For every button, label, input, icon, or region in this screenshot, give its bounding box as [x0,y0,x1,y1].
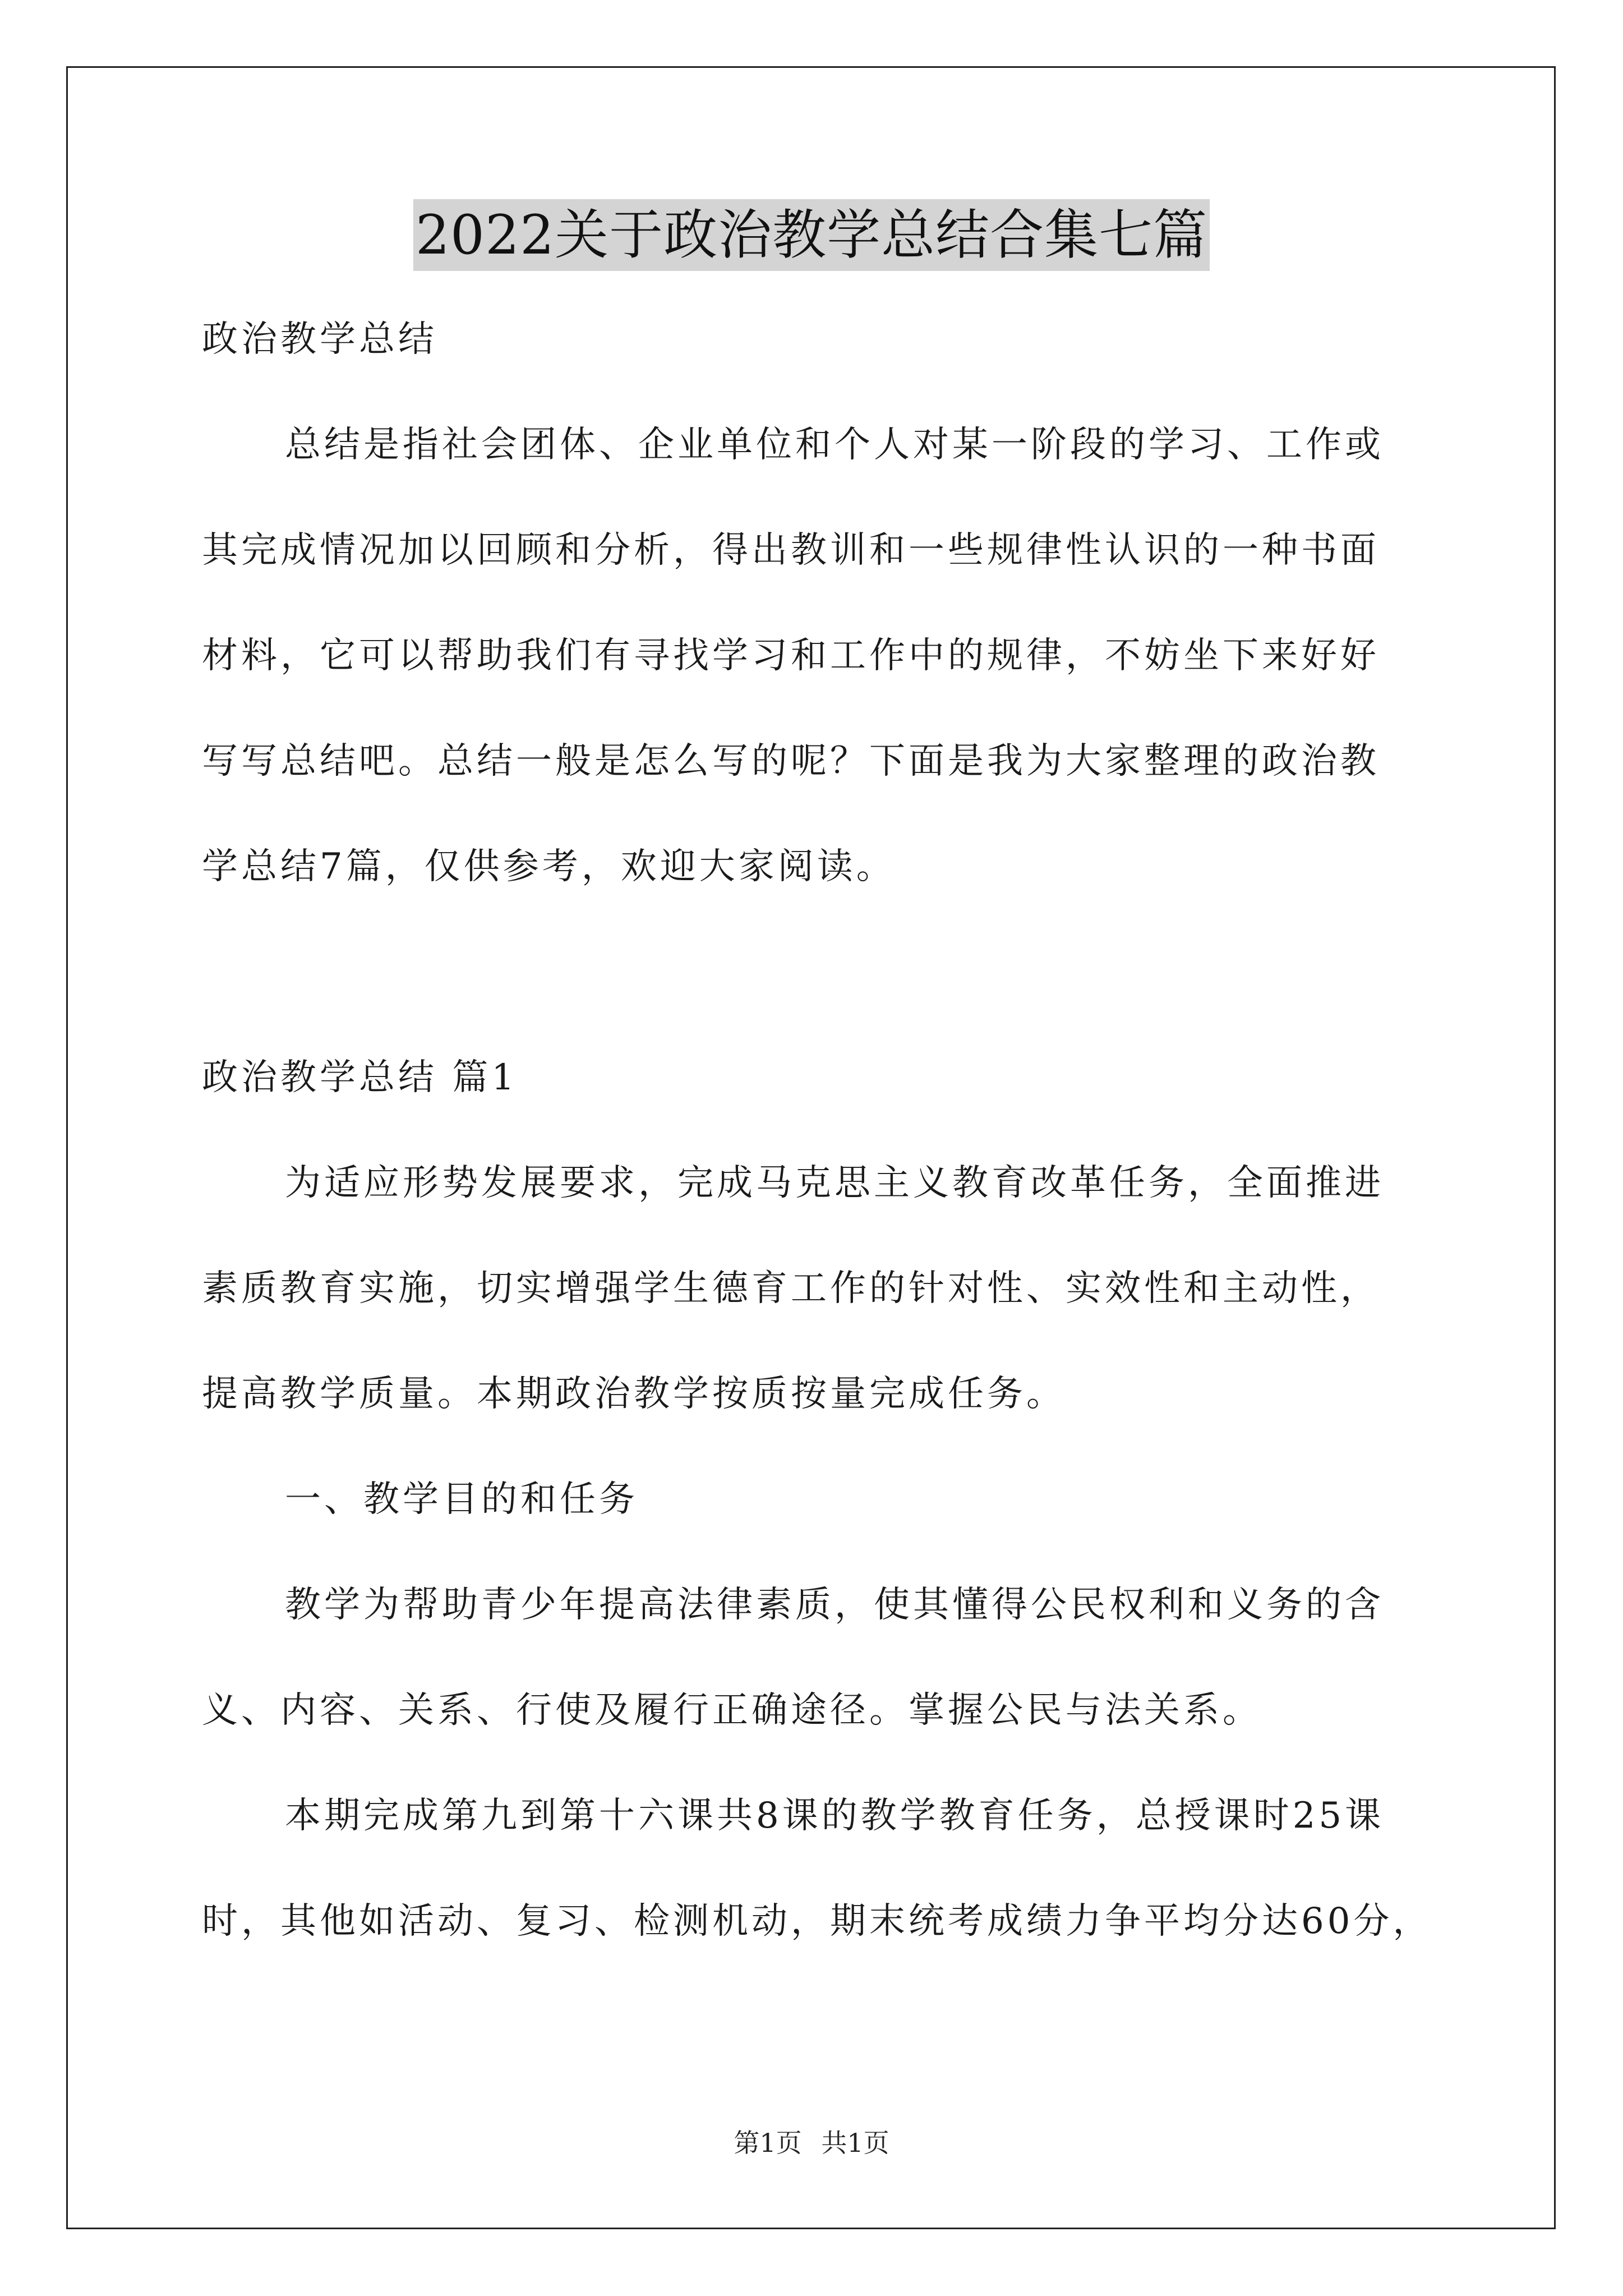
section-heading: 政治教学总结 篇1 [202,1057,518,1098]
intro-line: 学总结7篇，仅供参考，欢迎大家阅读。 [202,846,896,887]
page-total: 共1页 [821,2128,889,2158]
document-title: 2022关于政治教学总结合集七篇 [413,199,1210,271]
document-body [202,314,1436,2001]
intro-line: 写写总结吧。总结一般是怎么写的呢？下面是我为大家整理的政治教 [202,740,1380,782]
title-wrap [0,199,1623,271]
paragraph-line: 义、内容、关系、行使及履行正确途径。掌握公民与法关系。 [202,1690,1262,1731]
paragraph-line: 为适应形势发展要求，完成马克思主义教育改革任务，全面推进 [285,1162,1384,1204]
intro-heading: 政治教学总结 [202,319,437,360]
paragraph-line: 本期完成第九到第十六课共8课的教学教育任务，总授课时25课 [285,1795,1385,1837]
subheading: 一、教学目的和任务 [285,1479,638,1520]
paragraph-line: 素质教育实施，切实增强学生德育工作的针对性、实效性和主动性， [202,1268,1380,1309]
page-number: 第1页 [734,2128,802,2158]
paragraph-line: 教学为帮助青少年提高法律素质，使其懂得公民权利和义务的含 [285,1584,1384,1626]
intro-line: 总结是指社会团体、企业单位和个人对某一阶段的学习、工作或 [285,424,1384,466]
page-footer [0,2126,1623,2160]
paragraph-line: 时，其他如活动、复习、检测机动，期末统考成绩力争平均分达60分， [202,1901,1432,1942]
intro-line: 材料，它可以帮助我们有寻找学习和工作中的规律，不妨坐下来好好 [202,635,1380,677]
blank-line [202,947,1436,1052]
paragraph-line: 提高教学质量。本期政治教学按质按量完成任务。 [202,1373,1066,1415]
intro-line: 其完成情况加以回顾和分析，得出教训和一些规律性认识的一种书面 [202,530,1380,571]
